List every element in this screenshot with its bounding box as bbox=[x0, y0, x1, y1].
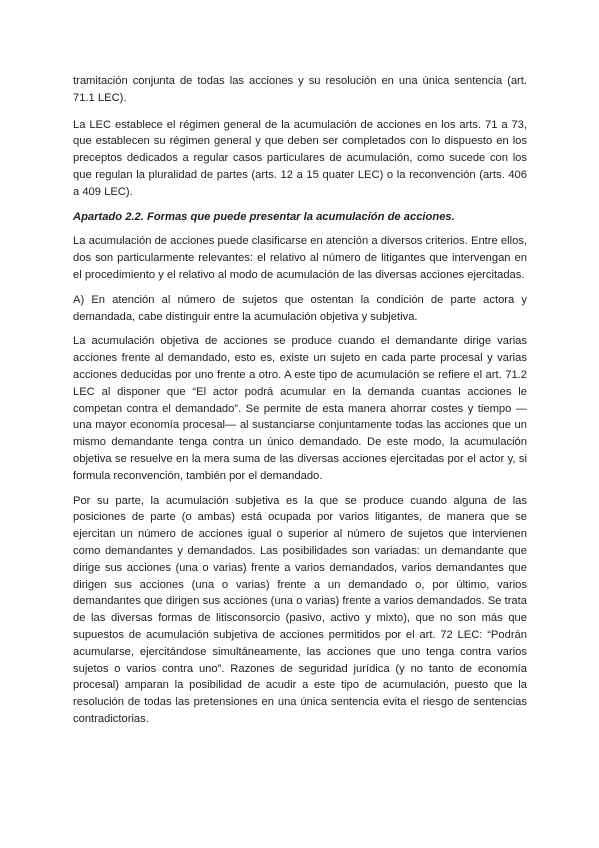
paragraph-continuation: tramitación conjunta de todas las acciones y su resolución en una única sentencia (art. 71.1 LEC). bbox=[73, 75, 527, 104]
document-page bbox=[73, 73, 527, 736]
paragraph-objective-accumulation: La acumulación objetiva de acciones se produce cuando el demandante dirige varias acciones frente al demandado, esto es, existe un sujeto en cada parte procesal y varias acciones deducidas por uno frente a otro. A este tipo de acumulación se refiere el art. 71.2 LEC al disponer que “El actor podrá acumular en la demanda cuantas acciones le competan contra el demandado”. Se permite de esta manera ahorrar costes y tiempo —una mayor economía procesal— al sustanciarse conjuntamente todas las acciones que un mismo demandante tenga contra un único demandado. De este modo, la acumulación objetiva se resuelve en la mera suma de las diversas acciones ejercitadas por el actor y, si formula reconvención, también por el demandado. bbox=[73, 335, 527, 482]
paragraph-lec-regime: La LEC establece el régimen general de la acumulación de acciones en los arts. 71 a 73, que establecen su régimen general y que deben ser completados con lo dispuesto en los preceptos dedicados a regular casos particulares de acumulación, como sucede con los que regulan la pluralidad de partes (arts. 12 a 15 quater LEC) o la reconvención (arts. 406 a 409 LEC). bbox=[73, 118, 527, 198]
paragraph-classification: La acumulación de acciones puede clasificarse en atención a diversos criterios. Entre ellos, dos son particularmente relevantes: el relativo al número de litigantes que intervengan en el procedimiento y el relativo al modo de acumulación de las diversas acciones ejercitadas. bbox=[73, 235, 527, 281]
paragraph-subjective-accumulation: Por su parte, la acumulación subjetiva es la que se produce cuando alguna de las posiciones de parte (o ambas) está ocupada por varios litigantes, de manera que se ejercitan un número de acciones igual o superior al número de sujetos que intervienen como demandantes y demandados. Las posibilidades son variadas: un demandante que dirige sus acciones (una o varias) frente a varios demandados, varios demandantes que dirigen sus acciones (una o varias) frente a un demandado o, por último, varios demandantes que dirigen sus acciones (una o varias) frente a varios demandados. Se trata de las diversas formas de litisconsorcio (pasivo, activo y mixto), que no son más que supuestos de acumulación subjetiva de acciones permitidos por el art. 72 LEC: “Podrán acumularse, ejercitándose simultáneamente, las acciones que uno tenga contra varios sujetos o varios contra uno”. Razones de seguridad jurídica (y no tanto de economía procesal) amparan la posibilidad de acudir a este tipo de acumulación, puesto que la resolución de todas las pretensiones en una única sentencia evita el riesgo de sentencias contradictorias. bbox=[73, 494, 527, 725]
section-heading: Apartado 2.2. Formas que puede presentar la acumulación de acciones. bbox=[73, 210, 455, 223]
paragraph-point-a: A) En atención al número de sujetos que ostentan la condición de parte actora y demandada, cabe distinguir entre la acumulación objetiva y subjetiva. bbox=[73, 293, 527, 323]
